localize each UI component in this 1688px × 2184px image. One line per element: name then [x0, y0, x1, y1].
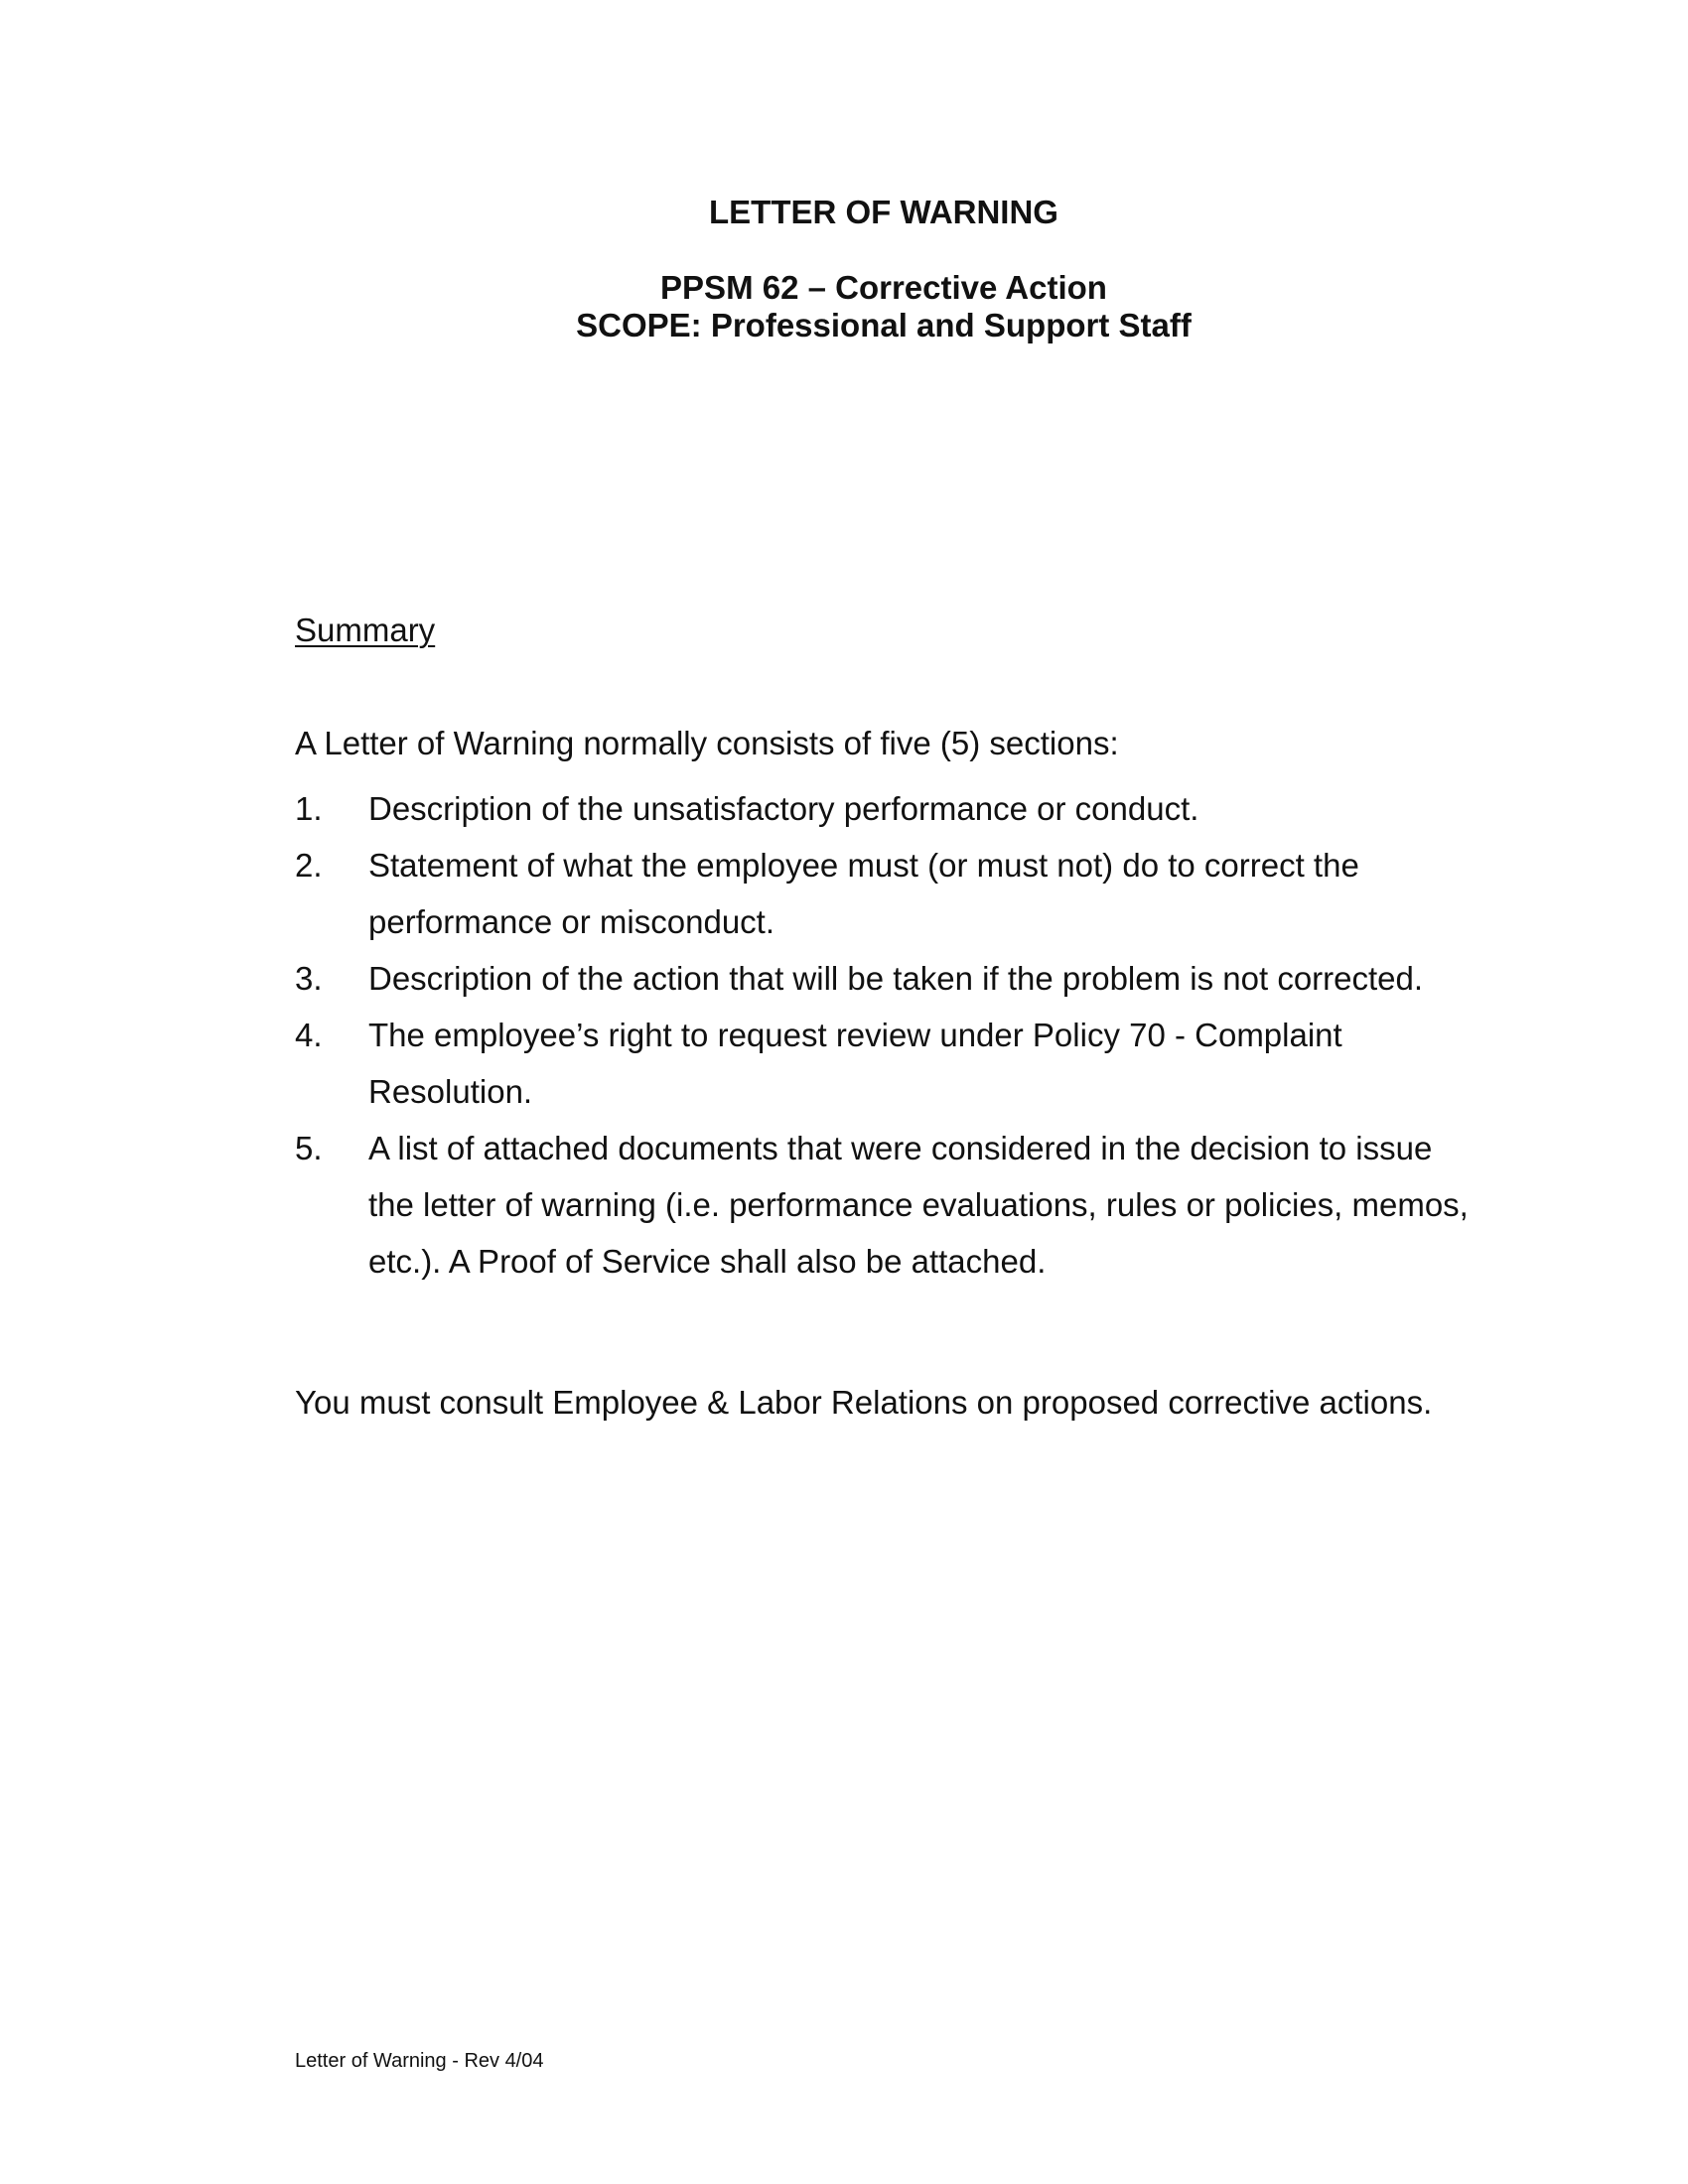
- page-footer: Letter of Warning - Rev 4/04: [295, 2050, 544, 2072]
- list-item-line: the letter of warning (i.e. performance evaluations, rules or policies, memos,: [368, 1186, 1469, 1223]
- list-item-line: The employee’s right to request review under Policy 70 - Complaint: [368, 1017, 1342, 1053]
- list-item: [295, 837, 1486, 950]
- list-item-line: performance or misconduct.: [368, 903, 775, 940]
- document-title: LETTER OF WARNING: [709, 194, 1058, 230]
- intro-paragraph: A Letter of Warning normally consists of five (5) sections:: [295, 725, 1119, 761]
- list-item-line: etc.). A Proof of Service shall also be attached.: [368, 1243, 1047, 1280]
- policy-reference: PPSM 62 – Corrective Action: [660, 269, 1107, 306]
- list-item-number: 2.: [295, 847, 323, 884]
- list-item: [295, 1007, 1486, 1120]
- list-item-text: [368, 950, 1486, 1007]
- list-item-line: Statement of what the employee must (or must not) do to correct the: [368, 847, 1359, 884]
- list-item-text: [368, 837, 1486, 950]
- list-item-text: [368, 1007, 1486, 1120]
- list-item: [295, 780, 1486, 837]
- list-item-line: Description of the unsatisfactory performance or conduct.: [368, 790, 1199, 827]
- list-item: [295, 1120, 1486, 1290]
- list-item-text: [368, 780, 1486, 837]
- list-item-number: 4.: [295, 1017, 323, 1053]
- list-item-number: 5.: [295, 1130, 323, 1166]
- summary-heading: Summary: [295, 612, 436, 648]
- list-item-line: Resolution.: [368, 1073, 533, 1110]
- list-item-number: 3.: [295, 960, 323, 997]
- list-item-text: [368, 1120, 1486, 1290]
- list-item: [295, 950, 1486, 1007]
- document-subtitle: [0, 269, 1688, 344]
- list-item-line: Description of the action that will be taken if the problem is not corrected.: [368, 960, 1424, 997]
- list-item-line: A list of attached documents that were considered in the decision to issue: [368, 1130, 1433, 1166]
- list-item-number: 1.: [295, 790, 323, 827]
- consult-note: You must consult Employee & Labor Relations on proposed corrective actions.: [295, 1384, 1433, 1421]
- sections-list: [295, 780, 1486, 1290]
- scope-line: SCOPE: Professional and Support Staff: [576, 307, 1192, 343]
